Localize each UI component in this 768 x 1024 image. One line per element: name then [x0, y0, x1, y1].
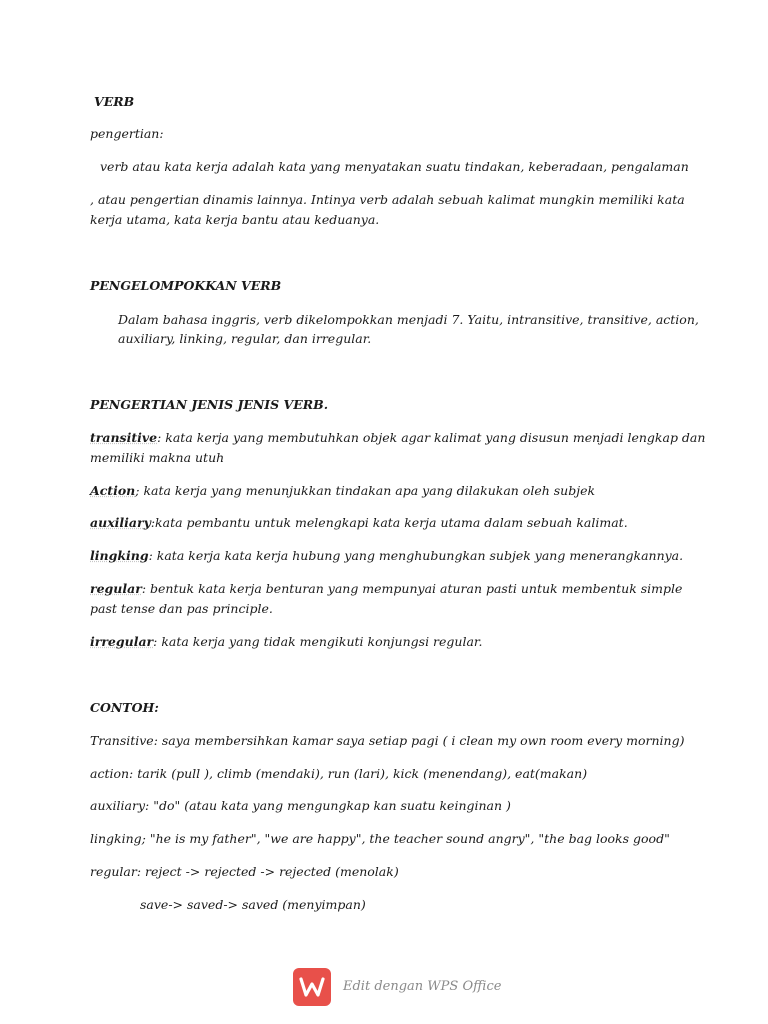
term-action: Action	[90, 483, 136, 498]
type-regular-text-2: past tense dan pas principle.	[90, 601, 273, 616]
example-lingking: lingking; "he is my father", "we are happy", the teacher sound angry", "the bag looks good"	[90, 831, 670, 846]
example-regular-save: save-> saved-> saved (menyimpan)	[140, 897, 366, 912]
wps-edit-link[interactable]: Edit dengan WPS Office	[343, 979, 502, 994]
type-transitive	[90, 428, 705, 448]
grouping-line-2: auxiliary, linking, regular, dan irregular.	[118, 331, 372, 346]
examples-heading: CONTOH:	[90, 700, 159, 715]
type-action	[90, 481, 595, 501]
definition-line-3: kerja utama, kata kerja bantu atau keduanya.	[90, 212, 380, 227]
type-lingking	[90, 546, 683, 566]
term-transitive: transitive	[90, 430, 158, 445]
wps-logo-icon	[293, 968, 331, 1006]
types-heading: PENGERTIAN JENIS JENIS VERB.	[90, 397, 329, 412]
term-regular: regular	[90, 581, 142, 596]
term-irregular: irregular	[90, 634, 154, 649]
type-regular-text: : bentuk kata kerja benturan yang mempunyai aturan pasti untuk membentuk simple	[141, 581, 683, 596]
term-auxiliary: auxiliary	[90, 515, 151, 530]
term-lingking: lingking	[90, 548, 149, 563]
pengertian-label: pengertian:	[90, 126, 164, 141]
example-transitive: Transitive: saya membersihkan kamar saya setiap pagi ( i clean my own room every morning)	[90, 733, 685, 748]
type-regular	[90, 579, 682, 599]
example-action: action: tarik (pull ), climb (mendaki), run (lari), kick (menendang), eat(makan)	[90, 766, 588, 781]
type-transitive-text-2: memiliki makna utuh	[90, 450, 225, 465]
grouping-line-1: Dalam bahasa inggris, verb dikelompokkan menjadi 7. Yaitu, intransitive, transitive, action,	[118, 312, 699, 327]
type-irregular-text: : kata kerja yang tidak mengikuti konjungsi regular.	[153, 634, 483, 649]
wps-footer[interactable]	[293, 968, 501, 1006]
type-action-text: ; kata kerja yang menunjukkan tindakan apa yang dilakukan oleh subjek	[135, 483, 596, 498]
grouping-heading: PENGELOMPOKKAN VERB	[90, 278, 282, 293]
type-auxiliary-text: :kata pembantu untuk melengkapi kata kerja utama dalam sebuah kalimat.	[150, 515, 628, 530]
type-auxiliary	[90, 513, 628, 533]
doc-title: VERB	[94, 94, 135, 109]
definition-line-2: , atau pengertian dinamis lainnya. Intinya verb adalah sebuah kalimat mungkin memiliki kata	[90, 192, 685, 207]
wps-w-glyph-icon	[299, 976, 325, 998]
type-irregular	[90, 632, 483, 652]
example-auxiliary: auxiliary: "do" (atau kata yang mengungkap kan suatu keinginan )	[90, 798, 511, 813]
type-lingking-text: : kata kerja kata kerja hubung yang menghubungkan subjek yang menerangkannya.	[148, 548, 684, 563]
type-transitive-text: : kata kerja yang membutuhkan objek agar kalimat yang disusun menjadi lengkap dan	[157, 430, 706, 445]
example-regular: regular: reject -> rejected -> rejected (menolak)	[90, 864, 399, 879]
definition-line-1: verb atau kata kerja adalah kata yang menyatakan suatu tindakan, keberadaan, pengalaman	[100, 159, 689, 174]
